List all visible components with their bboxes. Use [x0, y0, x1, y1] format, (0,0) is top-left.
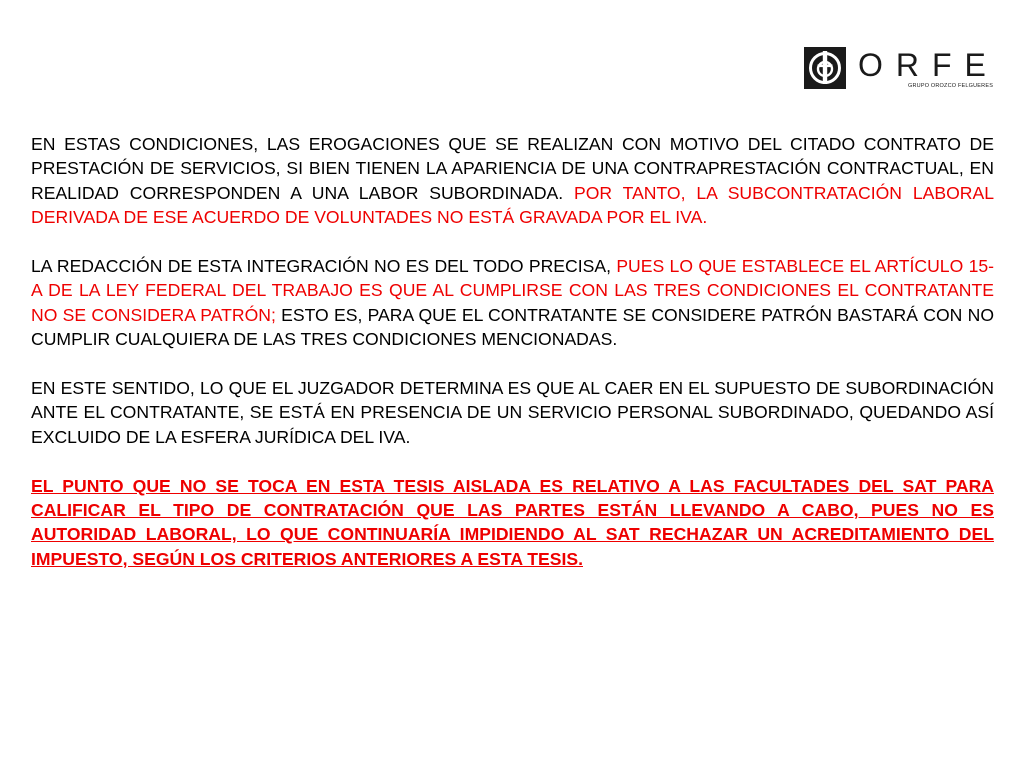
paragraph-2-text-before: LA REDACCIÓN DE ESTA INTEGRACIÓN NO ES DEL TODO PRECISA,	[31, 256, 611, 277]
paragraph-2	[31, 254, 994, 352]
paragraph-4	[31, 474, 994, 572]
paragraph-3-text: EN ESTE SENTIDO, LO QUE EL JUZGADOR DETERMINA ES QUE AL CAER EN EL SUPUESTO DE SUBORDINACIÓN ANTE EL CONTRATANTE, SE ESTÁ EN PRESENCIA DE UN SERVICIO PERSONAL SUBORDINADO, QUEDANDO ASÍ EXCLUIDO DE LA ESFERA JURÍDICA DEL IVA.	[31, 378, 994, 447]
paragraph-4-highlight: EL PUNTO QUE NO SE TOCA EN ESTA TESIS AISLADA ES RELATIVO A LAS FACULTADES DEL SAT PARA CALIFICAR EL TIPO DE CONTRATACIÓN QUE LAS PARTES ESTÁN LLEVANDO A CABO, PUES NO ES AUTORIDAD LABORAL, LO QUE CONTINUARÍA IMPIDIENDO AL SAT RECHAZAR UN ACREDITAMIENTO DEL IMPUESTO, SEGÚN LOS CRITERIOS ANTERIORES A ESTA TESIS.	[31, 475, 994, 569]
paragraph-3	[31, 376, 994, 449]
paragraph-1-text: EN ESTAS CONDICIONES, LAS EROGACIONES QUE SE REALIZAN CON MOTIVO DEL CITADO CONTRATO DE PRESTACIÓN DE SERVICIOS, SI BIEN TIENEN LA APARIENCIA DE UNA CONTRAPRESTACIÓN CONTRACTUAL, EN REALIDAD CORRESPONDEN A UNA LABOR SUBORDINADA.	[31, 134, 994, 203]
orfe-tagline: GRUPO OROZCO FELGUERES	[908, 83, 994, 89]
orfe-wordmark: ORFE	[858, 47, 999, 83]
paragraph-1	[31, 132, 994, 230]
orfe-logo-icon	[804, 47, 846, 89]
slide-body	[31, 132, 994, 571]
orfe-logo	[804, 47, 999, 93]
paragraph-2-highlight: PUES LO QUE ESTABLECE EL ARTÍCULO 15-A DE LA LEY FEDERAL DEL TRABAJO ES QUE AL CUMPLIRSE CON LAS TRES CONDICIONES EL CONTRATANTE NO SE CONSIDERA PATRÓN;	[31, 256, 994, 325]
paragraph-1-highlight: POR TANTO, LA SUBCONTRATACIÓN LABORAL DERIVADA DE ESE ACUERDO DE VOLUNTADES NO ESTÁ GRAVADA POR EL IVA.	[31, 182, 994, 228]
paragraph-2-text-after: ESTO ES, PARA QUE EL CONTRATANTE SE CONSIDERE PATRÓN BASTARÁ CON NO CUMPLIR CUALQUIERA DE LAS TRES CONDICIONES MENCIONADAS.	[31, 304, 994, 350]
